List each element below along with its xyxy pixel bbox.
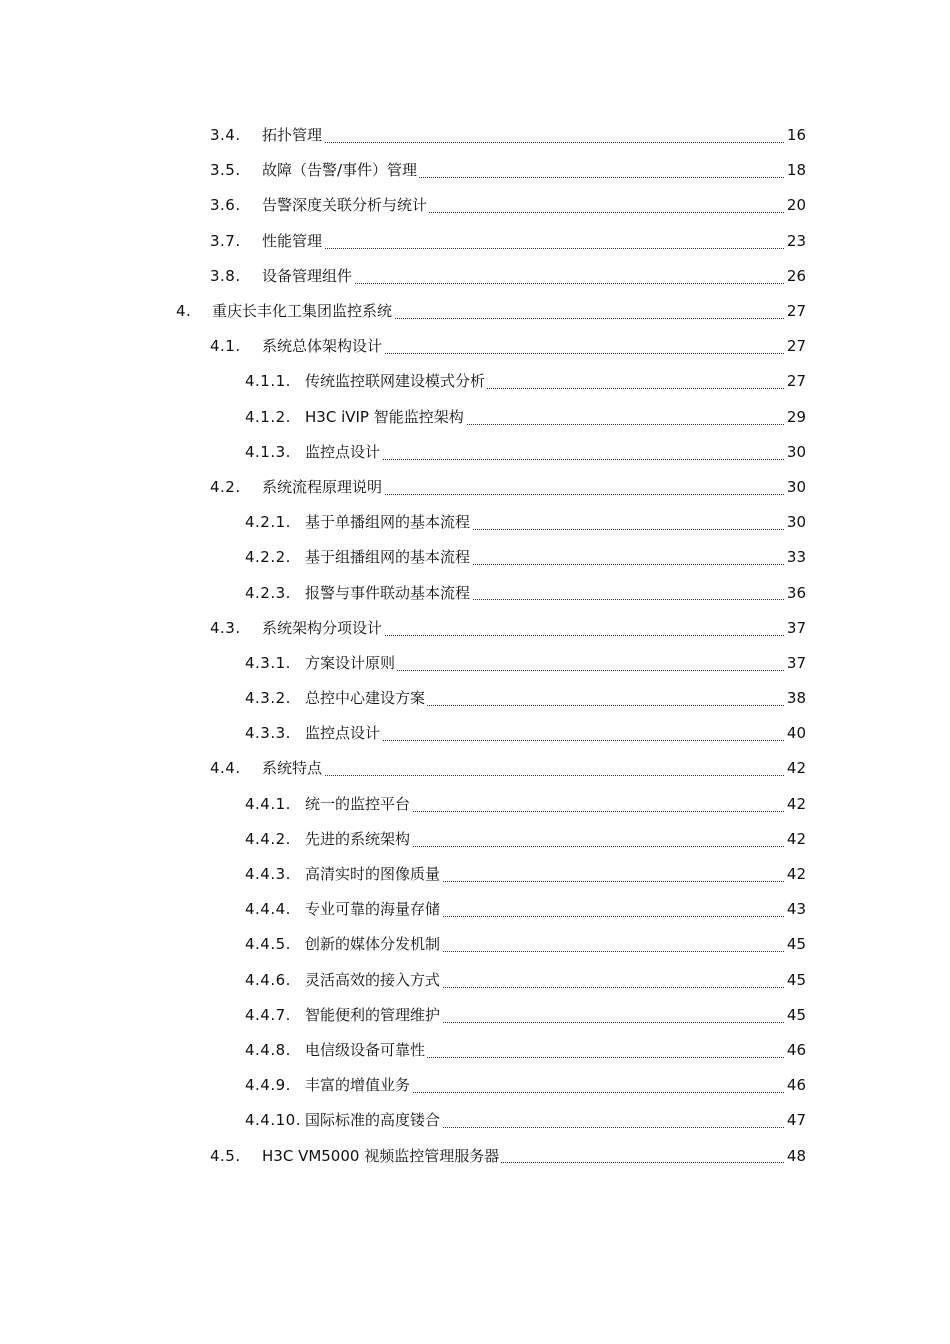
toc-entry-number: 3.7. bbox=[210, 231, 241, 250]
toc-entry[interactable] bbox=[0, 1138, 950, 1173]
toc-entry-title: 重庆长丰化工集团监控系统 bbox=[212, 302, 393, 321]
toc-entry-title: 电信级设备可靠性 bbox=[305, 1040, 426, 1059]
toc-entry-number: 4.2.1. bbox=[245, 513, 291, 532]
toc-entry-page: 33 bbox=[786, 548, 806, 567]
toc-entry-title: 告警深度关联分析与统计 bbox=[262, 196, 428, 215]
toc-entry[interactable] bbox=[0, 329, 950, 364]
toc-entry-number: 4.4.4. bbox=[245, 900, 291, 919]
toc-entry-page: 45 bbox=[786, 1005, 806, 1024]
toc-entry-number: 3.5. bbox=[210, 161, 241, 180]
toc-entry[interactable] bbox=[0, 751, 950, 786]
toc-entry[interactable] bbox=[0, 364, 950, 399]
toc-entry-number: 4. bbox=[176, 302, 192, 321]
toc-entry-title: 报警与事件联动基本流程 bbox=[305, 583, 471, 602]
toc-entry[interactable] bbox=[0, 1068, 950, 1103]
toc-entry-title: 智能便利的管理维护 bbox=[305, 1005, 441, 1024]
toc-entry[interactable] bbox=[0, 857, 950, 892]
toc-entry-page: 42 bbox=[786, 829, 806, 848]
toc-entry-page: 45 bbox=[786, 970, 806, 989]
toc-entry-number: 4.2.3. bbox=[245, 583, 291, 602]
toc-entry-number: 4.4. bbox=[210, 759, 241, 778]
toc-entry-page: 29 bbox=[786, 407, 806, 426]
toc-entry-page: 42 bbox=[786, 794, 806, 813]
toc-entry-title: 先进的系统架构 bbox=[305, 829, 411, 848]
toc-entry-title: 丰富的增值业务 bbox=[305, 1076, 411, 1095]
toc-entry-page: 37 bbox=[786, 653, 806, 672]
toc-entry[interactable] bbox=[0, 505, 950, 540]
toc-entry[interactable] bbox=[0, 892, 950, 927]
toc-entry-page: 30 bbox=[786, 442, 806, 461]
toc-entry-page: 37 bbox=[786, 618, 806, 637]
toc-entry-title: 传统监控联网建设模式分析 bbox=[305, 372, 486, 391]
toc-entry-number: 4.1.3. bbox=[245, 442, 291, 461]
toc-entry-title: 总控中心建设方案 bbox=[305, 689, 426, 708]
toc-entry[interactable] bbox=[0, 646, 950, 681]
toc-entry-page: 43 bbox=[786, 900, 806, 919]
toc-entry[interactable] bbox=[0, 787, 950, 822]
toc-entry-number: 4.2. bbox=[210, 477, 241, 496]
toc-entry-title: 灵活高效的接入方式 bbox=[305, 970, 441, 989]
toc-entry[interactable] bbox=[0, 224, 950, 259]
toc-entry-page: 30 bbox=[786, 513, 806, 532]
toc-entry-number: 4.4.1. bbox=[245, 794, 291, 813]
toc-entry[interactable] bbox=[0, 716, 950, 751]
toc-entry-page: 45 bbox=[786, 935, 806, 954]
toc-entry-page: 46 bbox=[786, 1076, 806, 1095]
toc-entry-page: 27 bbox=[786, 337, 806, 356]
toc-entry[interactable] bbox=[0, 963, 950, 998]
toc-entry-number: 4.4.8. bbox=[245, 1040, 291, 1059]
toc-entry-page: 20 bbox=[786, 196, 806, 215]
toc-entry-page: 16 bbox=[786, 126, 806, 145]
toc-entry-title: 高清实时的图像质量 bbox=[305, 865, 441, 884]
toc-entry-title: 专业可靠的海量存储 bbox=[305, 900, 441, 919]
toc-entry-title: 设备管理组件 bbox=[262, 266, 353, 285]
toc-entry-title: 统一的监控平台 bbox=[305, 794, 411, 813]
toc-entry[interactable] bbox=[0, 575, 950, 610]
toc-entry[interactable] bbox=[0, 259, 950, 294]
toc-entry-page: 42 bbox=[786, 865, 806, 884]
toc-entry-number: 4.4.5. bbox=[245, 935, 291, 954]
toc-entry-title: 监控点设计 bbox=[305, 724, 381, 743]
toc-dot-leader bbox=[262, 774, 784, 776]
toc-entry-number: 4.4.3. bbox=[245, 865, 291, 884]
toc-entry-title: 基于单播组网的基本流程 bbox=[305, 513, 471, 532]
toc-entry-page: 38 bbox=[786, 689, 806, 708]
toc-entry[interactable] bbox=[0, 435, 950, 470]
toc-entry[interactable] bbox=[0, 118, 950, 153]
toc-entry[interactable] bbox=[0, 1033, 950, 1068]
toc-entry-number: 4.4.2. bbox=[245, 829, 291, 848]
toc-dot-leader bbox=[262, 141, 784, 143]
toc-entry-number: 4.5. bbox=[210, 1146, 241, 1165]
toc-entry-title: 基于组播组网的基本流程 bbox=[305, 548, 471, 567]
toc-entry-title: 系统架构分项设计 bbox=[262, 618, 383, 637]
toc-dot-leader bbox=[262, 247, 784, 249]
toc-entry-number: 4.3. bbox=[210, 618, 241, 637]
toc-entry-title: 监控点设计 bbox=[305, 442, 381, 461]
toc-entry-page: 48 bbox=[786, 1146, 806, 1165]
toc-entry-page: 18 bbox=[786, 161, 806, 180]
toc-entry-number: 4.3.3. bbox=[245, 724, 291, 743]
toc-entry[interactable] bbox=[0, 470, 950, 505]
toc-entry[interactable] bbox=[0, 611, 950, 646]
toc-entry-page: 26 bbox=[786, 266, 806, 285]
toc-entry-number: 3.6. bbox=[210, 196, 241, 215]
toc-entry[interactable] bbox=[0, 1103, 950, 1138]
toc-entry[interactable] bbox=[0, 400, 950, 435]
toc-entry-page: 36 bbox=[786, 583, 806, 602]
toc-entry-page: 23 bbox=[786, 231, 806, 250]
toc-entry-page: 40 bbox=[786, 724, 806, 743]
toc-entry[interactable] bbox=[0, 681, 950, 716]
toc-entry-page: 30 bbox=[786, 477, 806, 496]
toc-entry-page: 27 bbox=[786, 302, 806, 321]
toc-entry-number: 4.1. bbox=[210, 337, 241, 356]
toc-entry[interactable] bbox=[0, 998, 950, 1033]
toc-entry-number: 4.4.10. bbox=[245, 1111, 301, 1130]
toc-entry[interactable] bbox=[0, 153, 950, 188]
toc-entry[interactable] bbox=[0, 927, 950, 962]
toc-entry-title: H3C iVIP 智能监控架构 bbox=[305, 407, 464, 426]
toc-entry-number: 4.1.2. bbox=[245, 407, 291, 426]
toc-entry-page: 47 bbox=[786, 1111, 806, 1130]
toc-entry[interactable] bbox=[0, 294, 950, 329]
toc-entry-title: 方案设计原则 bbox=[305, 653, 396, 672]
toc-entry-page: 42 bbox=[786, 759, 806, 778]
toc-entry[interactable] bbox=[0, 188, 950, 223]
toc-entry[interactable] bbox=[0, 540, 950, 575]
toc-entry-title: 系统特点 bbox=[262, 759, 323, 778]
toc-entry-number: 3.4. bbox=[210, 126, 241, 145]
toc-entry-number: 4.3.2. bbox=[245, 689, 291, 708]
toc-entry-title: 性能管理 bbox=[262, 231, 323, 250]
toc-entry-number: 4.4.9. bbox=[245, 1076, 291, 1095]
toc-entry-title: 故障（告警/事件）管理 bbox=[262, 161, 418, 180]
toc-entry-title: 系统总体架构设计 bbox=[262, 337, 383, 356]
toc-entry-title: 国际标准的高度镂合 bbox=[305, 1111, 441, 1130]
table-of-contents bbox=[0, 118, 950, 1174]
toc-entry[interactable] bbox=[0, 822, 950, 857]
toc-entry-number: 4.3.1. bbox=[245, 653, 291, 672]
toc-entry-number: 4.4.6. bbox=[245, 970, 291, 989]
toc-entry-title: 创新的媒体分发机制 bbox=[305, 935, 441, 954]
toc-entry-number: 4.4.7. bbox=[245, 1005, 291, 1024]
toc-entry-page: 46 bbox=[786, 1040, 806, 1059]
toc-entry-number: 4.2.2. bbox=[245, 548, 291, 567]
toc-entry-page: 27 bbox=[786, 372, 806, 391]
toc-entry-title: 系统流程原理说明 bbox=[262, 477, 383, 496]
toc-entry-number: 4.1.1. bbox=[245, 372, 291, 391]
toc-entry-number: 3.8. bbox=[210, 266, 241, 285]
toc-entry-title: H3C VM5000 视频监控管理服务器 bbox=[262, 1146, 500, 1165]
toc-entry-title: 拓扑管理 bbox=[262, 126, 323, 145]
